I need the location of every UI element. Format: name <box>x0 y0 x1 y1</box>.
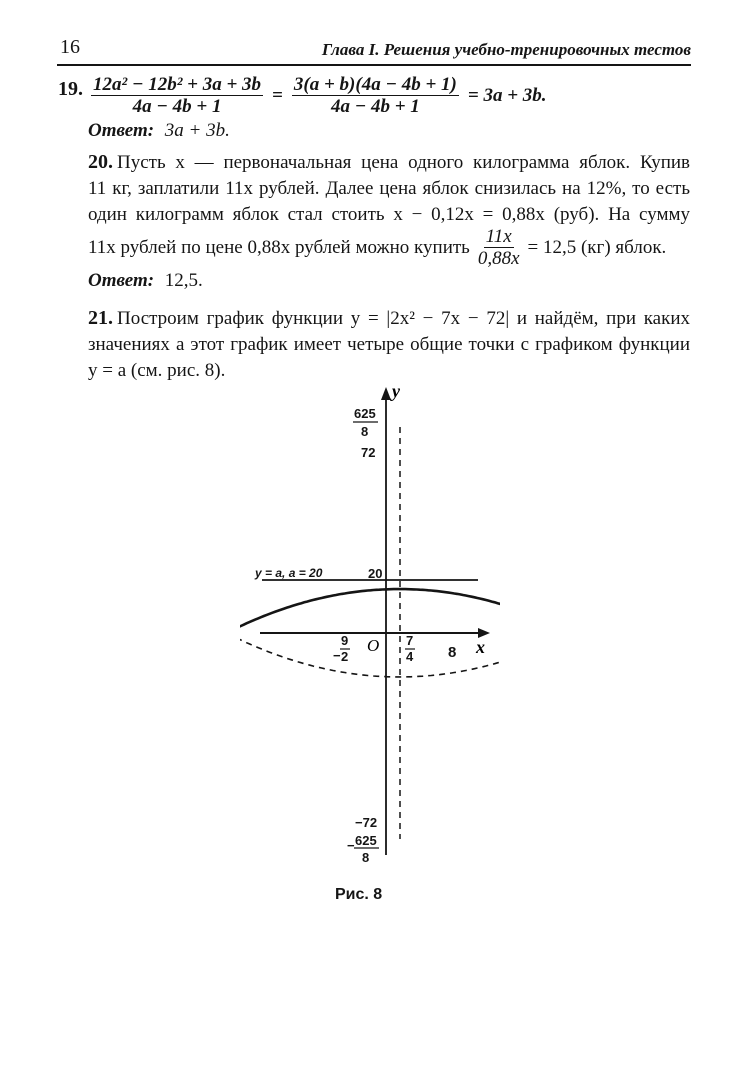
problem-20-line: 11 кг, заплатили 11x рублей. Далее цена яблок снизилась на 12%, то есть <box>88 178 690 199</box>
top-label-numerator: 625 <box>354 406 376 421</box>
problem-20-answer <box>88 270 203 292</box>
answer-value: 12,5. <box>164 270 203 291</box>
problem-21-line: значениях a этот график имеет четыре общие точки с графиком функции <box>88 334 690 355</box>
problem-20-frac-num: 11x <box>485 226 512 247</box>
problem-19-answer <box>88 120 230 142</box>
page-number: 16 <box>60 36 80 58</box>
problem-19-number: 19. <box>58 78 83 100</box>
answer-value: 3a + 3b. <box>164 120 230 141</box>
fraction-2-numerator: 3(a + b)(4a − 4b + 1) <box>293 74 457 95</box>
root-left-denominator: 2 <box>341 649 349 664</box>
problem-20-number: 20. <box>88 151 113 173</box>
top-label-denominator: 8 <box>361 424 369 439</box>
fraction-1-denominator: 4a − 4b + 1 <box>132 96 222 118</box>
problem-21-line <box>88 305 690 332</box>
y-axis-label: y <box>392 385 400 401</box>
label-20: 20 <box>368 566 383 581</box>
root-left-numerator: 9 <box>341 633 349 648</box>
bottom-label-numerator: 625 <box>355 833 377 848</box>
problem-19-fraction-1 <box>91 74 263 118</box>
problem-20-fraction-line <box>88 226 666 270</box>
bottom-label-denominator: 8 <box>362 850 370 865</box>
figure-8-graph <box>240 385 500 865</box>
root-left-sign: − <box>333 648 341 663</box>
problem-21-number: 21. <box>88 307 113 329</box>
problem-20-text <box>88 149 690 228</box>
problem-20-frac-den: 0,88x <box>477 248 520 270</box>
problem-20-line-text: Пусть x — первоначальная цена одного килограмма яблок. Купив <box>117 152 690 173</box>
equals-sign: = <box>272 84 283 106</box>
figure-caption: Рис. 8 <box>335 886 383 903</box>
label-neg72: −72 <box>355 815 378 830</box>
fraction-2-denominator: 4a − 4b + 1 <box>330 96 420 118</box>
line-label: y = a, a = 20 <box>255 566 323 580</box>
problem-19 <box>58 74 547 118</box>
problem-20-line <box>88 149 690 176</box>
bottom-label-sign: − <box>347 838 355 853</box>
answer-label: Ответ: <box>88 120 155 141</box>
origin-label: O <box>367 636 380 655</box>
problem-20-fraction <box>476 226 522 270</box>
graph-absolute-value <box>240 589 500 633</box>
problem-20-line-start: 11x рублей по цене 0,88x рублей можно купить <box>88 236 470 258</box>
problem-20-line: один килограмм яблок стал стоить x − 0,12x = 0,88x (руб). На сумму <box>88 204 690 225</box>
problem-21-text <box>88 305 690 384</box>
problem-19-result: = 3a + 3b. <box>467 84 547 106</box>
header-rule <box>57 64 691 66</box>
root-right-label: 8 <box>448 644 457 661</box>
label-72: 72 <box>361 445 376 460</box>
problem-21-line-text: Построим график функции y = |2x² − 7x − 72| и найдём, при каких <box>117 308 690 329</box>
x-axis-label: x <box>476 637 485 657</box>
fraction-1-numerator: 12a² − 12b² + 3a + 3b <box>93 74 262 95</box>
y-axis-arrow <box>381 387 391 400</box>
vertex-x-denominator: 4 <box>406 649 414 664</box>
problem-20-line-end: = 12,5 (кг) яблок. <box>527 236 667 258</box>
answer-label: Ответ: <box>88 270 155 291</box>
problem-21-line: y = a (см. рис. 8). <box>88 360 226 381</box>
running-head: Глава I. Решения учебно-тренировочных тестов <box>321 40 691 59</box>
problem-19-fraction-2 <box>292 74 459 118</box>
vertex-x-numerator: 7 <box>406 633 414 648</box>
